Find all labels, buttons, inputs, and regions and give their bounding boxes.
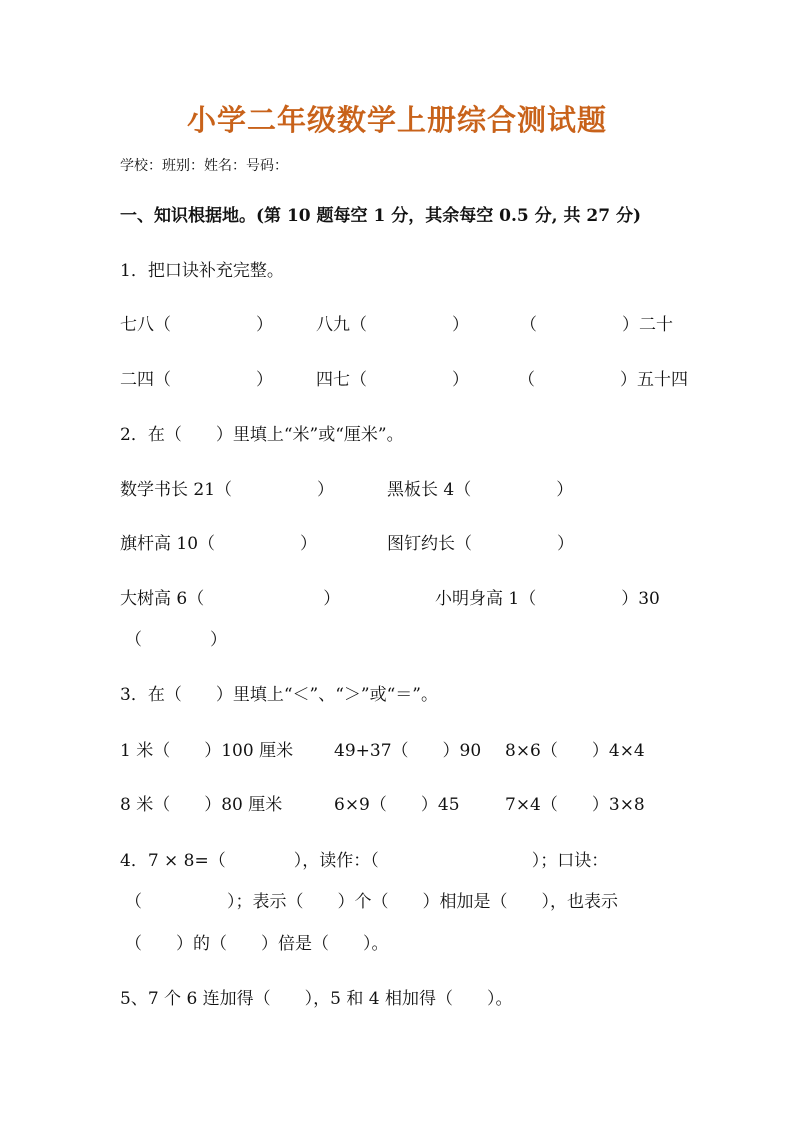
q3-item: 8 米（ ）80 厘米 (120, 795, 283, 815)
q2-item: 黑板长 4（ ） (387, 480, 574, 500)
q2-item: 小明身高 1（ ）30 (435, 589, 660, 609)
q2-item: 大树高 6（ ） (120, 589, 341, 609)
q3-item: 1 米（ ）100 厘米 (120, 741, 294, 761)
q3-item: 49+37（ ）90 (334, 741, 482, 761)
question-5-line: 5、7 个 6 连加得（ ），5 和 4 相加得（ ）。 (120, 989, 513, 1009)
q3-item: 7×4（ ）3×8 (505, 795, 645, 815)
question-4-line: 4．7 × 8=（ ），读作：（ ）；口诀： (120, 851, 609, 871)
question-4-line: （ ）；表示（ ）个（ ）相加是（ ），也表示 (125, 892, 618, 912)
question-1-prompt: 1．把口诀补充完整。 (120, 261, 284, 281)
q3-item: 6×9（ ）45 (334, 795, 460, 815)
q2-item: （ ） (125, 630, 227, 650)
q1-item: 二四（ ） (120, 370, 273, 390)
question-2-prompt: 2．在（ ）里填上“米”或“厘米”。 (120, 425, 404, 445)
q1-item: （ ）二十 (520, 315, 673, 335)
student-info-line: 学校：班别：姓名：号码： (120, 158, 288, 174)
q2-item: 图钉约长（ ） (387, 534, 574, 554)
q2-item: 数学书长 21（ ） (120, 480, 335, 500)
page-title: 小学二年级数学上册综合测试题 (186, 103, 607, 137)
section-heading: 一、知识根据地。(第 10 题每空 1 分，其余每空 0.5 分, 共 27 分) (120, 206, 641, 226)
q2-item: 旗杆高 10（ ） (120, 534, 318, 554)
q3-item: 8×6（ ）4×4 (505, 741, 645, 761)
question-4-line: （ ）的（ ）倍是（ ）。 (125, 934, 389, 954)
q1-item: 七八（ ） (120, 315, 273, 335)
q1-item: （ ）五十四 (518, 370, 688, 390)
question-3-prompt: 3．在（ ）里填上“＜”、“＞”或“＝”。 (120, 685, 438, 705)
q1-item: 四七（ ） (316, 370, 469, 390)
q1-item: 八九（ ） (316, 315, 469, 335)
